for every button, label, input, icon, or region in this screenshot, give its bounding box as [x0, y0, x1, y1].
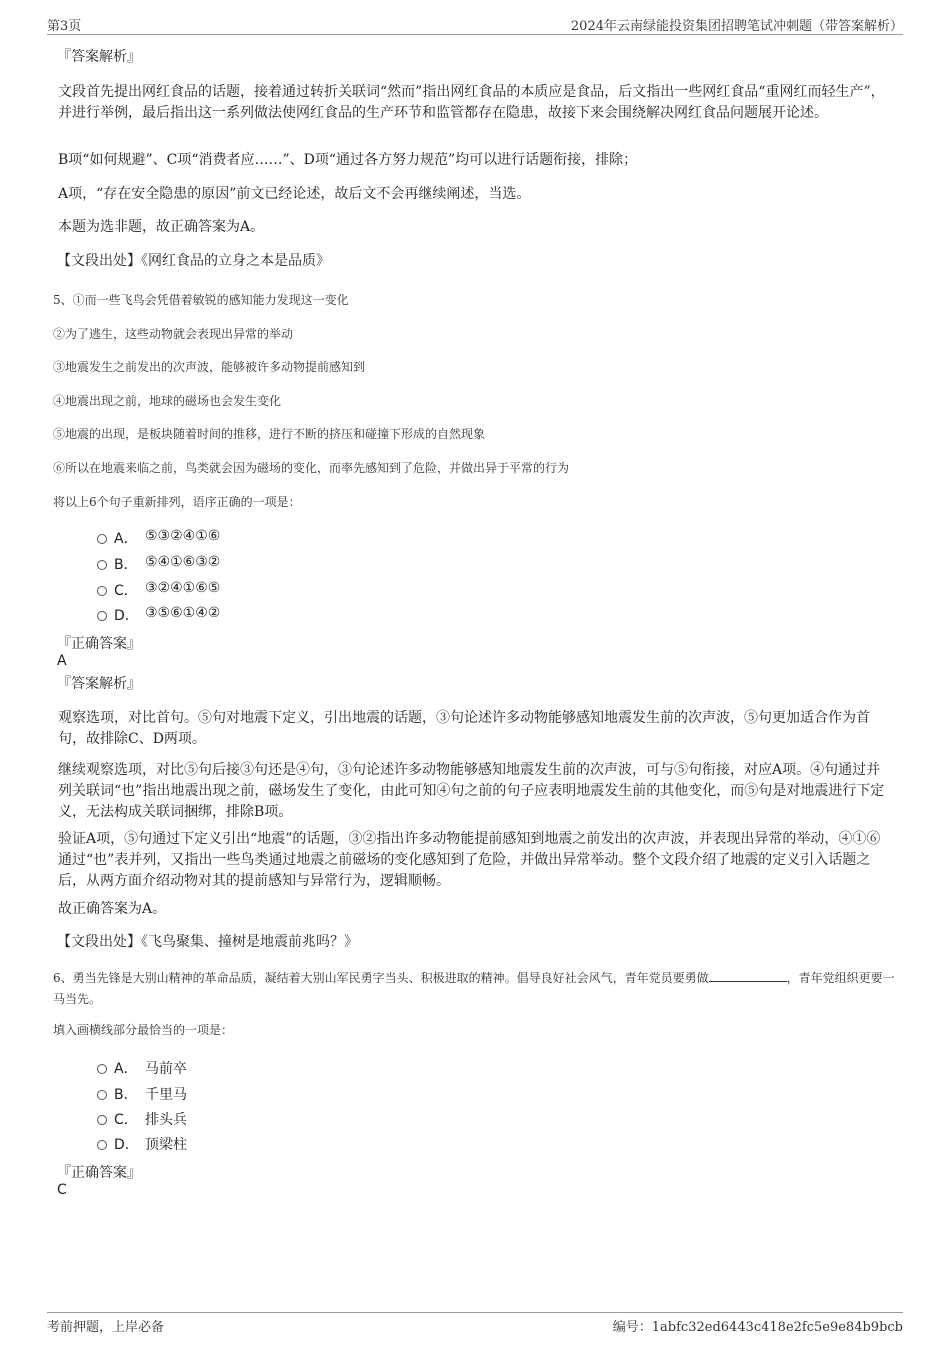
q6-answer: C [57, 1182, 67, 1198]
radio-icon[interactable] [97, 611, 107, 621]
q5-analysis-label: 『答案解析』 [57, 676, 141, 692]
option-letter: D． [114, 608, 139, 624]
q5-stem-line-2: ②为了逃生，这些动物就会表现出异常的举动 [53, 327, 294, 341]
radio-icon[interactable] [97, 1064, 107, 1074]
radio-icon[interactable] [97, 534, 107, 544]
option-letter: A． [114, 531, 138, 547]
q5-stem-line-5: ⑤地震的出现，是板块随着时间的推移，进行不断的挤压和碰撞下形成的自然现象 [53, 427, 486, 441]
radio-icon[interactable] [97, 586, 107, 596]
option-letter: A． [114, 1061, 138, 1077]
page-header [47, 14, 903, 35]
q5-source: 【文段出处】《飞鸟聚集、撞树是地震前兆吗？》 [57, 934, 358, 950]
q6-stem [53, 968, 898, 1010]
option-letter: C． [114, 583, 138, 599]
q5-stem-line-4: ④地震出现之前，地球的磁场也会发生变化 [53, 394, 282, 408]
option-text: ⑤④①⑥③② [145, 554, 221, 570]
radio-icon[interactable] [97, 1140, 107, 1150]
q6-stem-after: ，青年党组织更要一马当先。 [53, 971, 895, 1006]
q5-analysis-para-4: 故正确答案为A。 [58, 901, 167, 917]
page-footer [47, 1312, 903, 1337]
q6-answer-label: 『正确答案』 [57, 1165, 141, 1181]
q5-analysis-para-2: 继续观察选项，对比⑤句后接③句还是④句，③句论述许多动物能够感知地震发生前的次声波，可与⑤句衔接，对应A项。④句通过并列关联词“也”指出地震出现之前，磁场发生了变化，由此可知④句之前的句子应表明地震发生前的其他变化，而⑤句是对地震进行下定义，无法构成关联词捆绑，排除B项。 [58, 762, 885, 820]
q6-stem-before: 6、勇当先锋是大别山精神的革命品质，凝结着大别山军民勇字当头、积极进取的精神。倡导良好社会风气，青年党员要勇做 [53, 971, 709, 985]
q4-analysis-label: 『答案解析』 [57, 49, 141, 65]
q5-analysis-para-3: 验证A项，⑤句通过下定义引出“地震”的话题，③②指出许多动物能提前感知到地震之前发出的次声波，并表现出异常的举动，④①⑥通过“也”表并列，又指出一些鸟类通过地震之前磁场的变化感知到了危险，并做出异常举动。整个文段介绍了地震的定义引入话题之后，从两方面介绍动物对其的提前感知与异常行为，逻辑顺畅。 [58, 831, 881, 889]
q5-stem-line-6: ⑥所以在地震来临之前，鸟类就会因为磁场的变化，而率先感知到了危险，并做出异于平常的行为 [53, 461, 570, 475]
option-text: 千里马 [145, 1087, 187, 1103]
option-text: ③②④①⑥⑤ [145, 580, 221, 596]
fill-in-blank [709, 969, 787, 982]
option-text: 排头兵 [145, 1112, 187, 1128]
q5-stem-line-3: ③地震发生之前发出的次声波，能够被许多动物提前感知到 [53, 360, 366, 374]
q5-stem-line-1: 5、①而一些飞鸟会凭借着敏锐的感知能力发现这一变化 [53, 293, 349, 307]
option-letter: B． [114, 1087, 138, 1103]
q4-analysis-para-2: B项“如何规避”、C项“消费者应……”、D项“通过各方努力规范”均可以进行话题衔接，排除； [58, 152, 638, 168]
q4-analysis-para-4: 本题为选非题，故正确答案为A。 [58, 219, 265, 235]
document-title: 2024年云南绿能投资集团招聘笔试冲刺题（带答案解析） [570, 19, 903, 34]
option-text: ⑤③②④①⑥ [145, 528, 221, 544]
option-text: ③⑤⑥①④② [145, 605, 221, 621]
q4-analysis-para-3: A项，“存在安全隐患的原因”前文已经论述，故后文不会再继续阐述，当选。 [58, 186, 531, 202]
q5-answer-label: 『正确答案』 [57, 636, 141, 652]
page-number: 第3页 [47, 19, 82, 34]
radio-icon[interactable] [97, 1090, 107, 1100]
q6-prompt: 填入画横线部分最恰当的一项是： [53, 1023, 234, 1037]
radio-icon[interactable] [97, 1115, 107, 1125]
option-text: 顶梁柱 [145, 1137, 187, 1153]
footer-slogan: 考前押题，上岸必备 [47, 1320, 165, 1335]
option-letter: C． [114, 1112, 138, 1128]
q5-answer: A [57, 653, 67, 669]
radio-icon[interactable] [97, 560, 107, 570]
q4-source: 【文段出处】《网红食品的立身之本是品质》 [57, 253, 330, 269]
q5-analysis-para-1: 观察选项，对比首句。⑤句对地震下定义，引出地震的话题，③句论述许多动物能够感知地震发生前的次声波，⑤句更加适合作为首句，故排除C、D两项。 [58, 710, 870, 747]
q5-prompt: 将以上6个句子重新排列，语序正确的一项是： [53, 495, 301, 509]
option-text: 马前卒 [145, 1061, 187, 1077]
document-id: 编号：1abfc32ed6443c418e2fc5e9e84b9bcb [612, 1320, 903, 1335]
option-letter: B． [114, 557, 138, 573]
option-letter: D． [114, 1137, 139, 1153]
q4-analysis-para-1: 文段首先提出网红食品的话题，接着通过转折关联词“然而”指出网红食品的本质应是食品，后文指出一些网红食品“重网红而轻生产”，并进行举例，最后指出这一系列做法使网红食品的生产环节和监管都存在隐患，故接下来会围绕解决网红食品问题展开论述。 [58, 84, 885, 121]
